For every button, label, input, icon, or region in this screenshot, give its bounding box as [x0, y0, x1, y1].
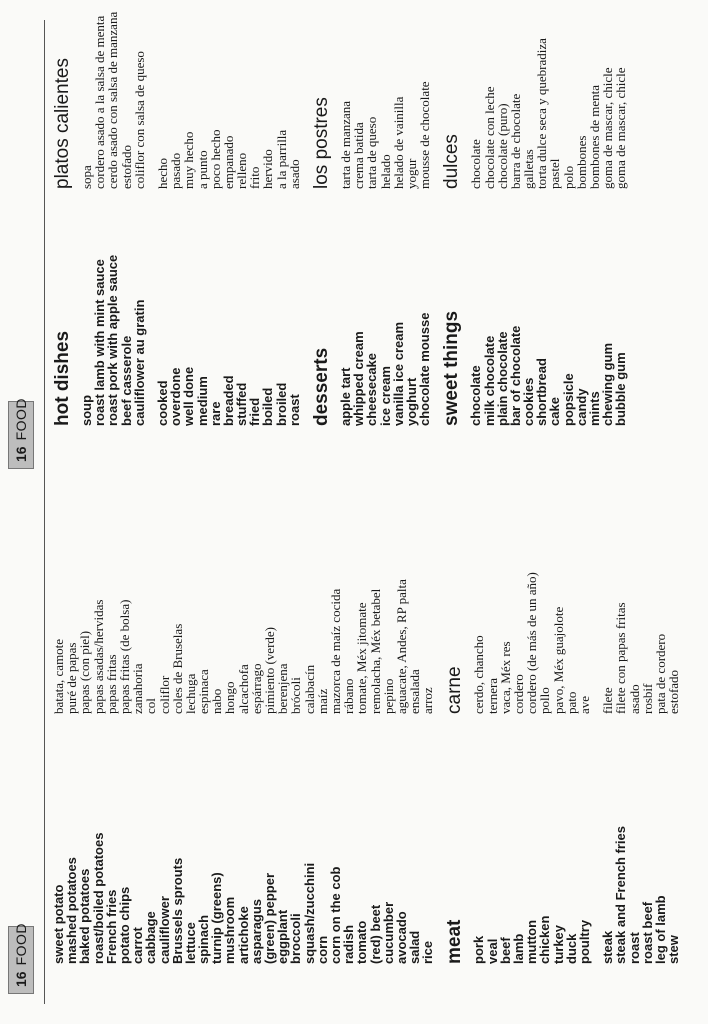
- hot-dish-english: soup: [79, 394, 94, 426]
- vegetable-term-spanish: pepino: [380, 678, 396, 714]
- sweet-spanish: galletas: [521, 149, 537, 189]
- cooking-term-spanish: muy hecho: [181, 131, 197, 189]
- vegetable-term-spanish: col: [143, 698, 159, 714]
- meat-term-spanish: vaca, Méx res: [497, 641, 513, 714]
- vegetable-term-english: artichoke: [235, 906, 251, 964]
- meat-dish-english: roast beef: [639, 901, 655, 964]
- vegetable-term-spanish: hongo: [222, 681, 238, 714]
- hot-dish-english: roast lamb with mint sauce: [92, 259, 108, 426]
- vegetable-term-spanish: batata, camote: [51, 638, 66, 714]
- vegetable-term-english: cauliflower: [156, 896, 172, 964]
- vegetable-term-english: corn: [314, 935, 330, 964]
- sweet-spanish: chocolate (puro): [494, 103, 510, 189]
- meat-term-english: chicken: [537, 915, 553, 964]
- cooking-term-spanish: empanado: [220, 135, 236, 189]
- meat-term-english: mutton: [524, 919, 540, 964]
- hot-dish-english: cauliflower au gratin: [131, 299, 147, 426]
- dessert-english: cheesecake: [364, 352, 380, 426]
- cooking-term-english: well done: [181, 366, 197, 426]
- cooking-term-english: boiled: [260, 387, 276, 426]
- cooking-term-spanish: frito: [247, 166, 263, 189]
- sweet-english: cookies: [521, 377, 537, 426]
- vegetable-term-spanish: maíz: [314, 688, 330, 714]
- dessert-english: ice cream: [377, 366, 393, 426]
- sweet-english: mints: [587, 391, 602, 426]
- meat-dishes-spanish-list: [601, 572, 680, 714]
- vegetable-term-spanish: papas asadas/hervidas: [90, 599, 106, 714]
- vegetable-term-spanish: lechuga: [182, 673, 198, 714]
- sweet-english: bubble gum: [613, 352, 629, 426]
- meat-spanish-list: [472, 572, 591, 714]
- meat-dish-english: steak and French fries: [613, 826, 629, 964]
- vegetable-term-spanish: alcachofa: [235, 664, 251, 714]
- hot-dish-spanish: sopa: [79, 165, 94, 189]
- meat-english-list: [472, 826, 591, 964]
- dessert-english: yoghurt: [403, 377, 419, 426]
- sweet-spanish: chocolate: [468, 139, 484, 189]
- vegetable-term-spanish: espárrago: [248, 663, 264, 714]
- sweet-spanish: goma de mascar, chicle: [600, 67, 616, 189]
- vegetable-term-spanish: brócoli: [288, 677, 304, 714]
- left-page-number: 16: [13, 971, 29, 987]
- vegetable-term-spanish: pimiento (verde): [262, 627, 277, 714]
- meat-term-english: pork: [471, 935, 487, 964]
- vegetable-term-english: lettuce: [182, 922, 198, 964]
- meat-dish-english: stew: [666, 935, 682, 964]
- meat-term-spanish: pavo, Méx guajolote: [550, 606, 566, 714]
- meat-term-spanish: pollo: [537, 687, 553, 714]
- vegetable-term-spanish: arroz: [420, 687, 436, 714]
- sweet-spanish: pastel: [547, 158, 563, 189]
- vegetable-term-spanish: rábano: [341, 678, 357, 714]
- hot-dishes-heading: hot dishes: [52, 330, 73, 426]
- vegetable-term-english: French fries: [103, 889, 119, 964]
- platos-calientes-heading: platos calientes: [52, 58, 73, 189]
- vegetable-term-english: asparagus: [248, 898, 264, 964]
- meat-term-spanish: cordero: [511, 674, 526, 714]
- cooking-term-spanish: poco hecho: [207, 129, 223, 189]
- vegetable-term-spanish: papas (con piel): [77, 630, 93, 714]
- vegetable-term-english: cucumber: [380, 901, 396, 964]
- vegetable-term-spanish: nabo: [209, 688, 225, 714]
- right-page-number: 16: [13, 446, 29, 462]
- vegetable-term-spanish: calabacín: [301, 664, 317, 714]
- vegetable-term-english: cabbage: [143, 911, 159, 964]
- cooking-term-spanish: hecho: [154, 157, 170, 189]
- vegetable-term-english: broccoli: [288, 913, 304, 964]
- dessert-spanish: tarta de queso: [364, 116, 380, 189]
- cooking-term-spanish: a la parrilla: [273, 129, 289, 189]
- cooking-term-spanish: relleno: [234, 152, 250, 189]
- vegetable-term-english: eggplant: [275, 909, 291, 964]
- dessert-spanish: helado de vainilla: [390, 96, 406, 189]
- hot-dish-spanish: estofado: [118, 144, 134, 189]
- right-spanish-column: [52, 12, 628, 189]
- meat-dish-english: leg of lamb: [652, 895, 668, 964]
- cooking-term-english: breaded: [220, 375, 236, 426]
- hot-dish-spanish: coliflor con salsa de queso: [131, 51, 147, 189]
- vegetable-term-spanish: zanahoria: [130, 663, 146, 714]
- vegetable-term-english: salad: [407, 930, 423, 964]
- meat-dish-english: roast: [626, 932, 642, 964]
- vegetable-term-spanish: aguacate, Andes, RP palta: [393, 579, 409, 714]
- hot-dishes-spanish-list: [80, 12, 146, 189]
- vegetable-term-spanish: tomate, Méx jitomate: [354, 602, 370, 714]
- meat-dish-spanish: filete: [600, 687, 616, 714]
- right-page-label: FOOD: [13, 397, 29, 441]
- vegetable-term-spanish: espinaca: [196, 669, 212, 714]
- vegetable-term-english: spinach: [196, 914, 212, 964]
- vegetable-term-english: mashed potatoes: [64, 857, 80, 964]
- left-spanish-column: [52, 572, 680, 714]
- vegetable-term-spanish: berenjena: [275, 663, 291, 714]
- sweet-spanish: bombones: [573, 135, 589, 189]
- dessert-spanish: mousse de chocolate: [417, 81, 433, 189]
- sweet-spanish: chocolate con leche: [481, 86, 497, 189]
- cooking-term-spanish: pasado: [168, 152, 184, 189]
- dessert-english: whipped cream: [351, 331, 367, 426]
- sweet-things-heading: sweet things: [441, 310, 463, 426]
- vegetable-term-english: turnip (greens): [209, 872, 225, 964]
- meat-term-spanish: ternera: [484, 677, 500, 714]
- cooking-term-english: overdone: [168, 367, 184, 426]
- vegetable-term-english: corn on the cob: [327, 866, 343, 964]
- hot-dish-english: roast pork with apple sauce: [105, 254, 121, 426]
- sweet-english: bar of chocolate: [507, 325, 523, 426]
- meat-term-english: beef: [497, 937, 513, 964]
- cooking-term-english: broiled: [273, 382, 289, 426]
- vegetable-term-english: baked potatoes: [77, 868, 93, 964]
- meat-term-spanish: cerdo, chancho: [471, 635, 487, 714]
- meat-term-spanish: pato: [563, 691, 579, 714]
- sweet-english: chocolate: [468, 365, 484, 426]
- vegetable-term-english: Brussels sprouts: [169, 857, 185, 964]
- meat-term-spanish: cordero (de más de un año): [524, 572, 540, 714]
- sweet-spanish: torta dulce seca y quebradiza: [534, 38, 550, 189]
- sweet-spanish: bombones de menta: [587, 85, 602, 189]
- cooking-term-spanish: a punto: [194, 150, 210, 189]
- cooking-term-english: stuffed: [234, 382, 250, 426]
- vegetable-term-spanish: mazorca de maíz cocida: [327, 588, 343, 714]
- vegetable-term-english: tomato: [354, 920, 370, 964]
- sweet-spanish: barra de chocolate: [507, 93, 523, 189]
- vegetable-term-spanish: ensalada: [407, 669, 423, 714]
- vegetable-term-english: mushroom: [222, 896, 238, 964]
- meat-heading: meat: [444, 919, 466, 964]
- dulces-heading: dulces: [441, 134, 463, 189]
- sweet-english: milk chocolate: [481, 335, 497, 426]
- sweets-spanish-list: [469, 12, 627, 189]
- dessert-spanish: tarta de manzana: [338, 100, 353, 189]
- vegetable-term-spanish: coles de Bruselas: [169, 623, 185, 714]
- vegetable-term-english: radish: [341, 924, 357, 964]
- meat-term-english: duck: [563, 933, 579, 964]
- vegetable-term-english: sweet potato: [51, 884, 66, 964]
- sweet-english: popsicle: [560, 373, 576, 426]
- los-postres-heading: los postres: [311, 97, 332, 189]
- meat-dish-spanish: estofado: [666, 669, 682, 714]
- meat-dish-english: steak: [600, 930, 616, 964]
- vegetable-spanish-list: [52, 572, 434, 714]
- cooking-term-spanish: hervido: [260, 149, 276, 189]
- vegetable-term-spanish: papas fritas (de bolsa): [116, 599, 132, 714]
- dessert-english: chocolate mousse: [417, 312, 433, 426]
- vegetable-term-english: (green) pepper: [262, 872, 277, 964]
- meat-dish-spanish: asado: [626, 684, 642, 714]
- right-page-badge: [8, 397, 34, 469]
- meat-dish-spanish: pata de cordero: [652, 633, 668, 714]
- cooking-term-english: rare: [207, 401, 223, 426]
- cooking-term-english: cooked: [154, 380, 170, 426]
- sweet-english: shortbread: [534, 358, 550, 426]
- desserts-english-list: [339, 255, 431, 426]
- sweet-english: candy: [573, 388, 589, 426]
- hot-dish-english: beef casserole: [118, 335, 134, 426]
- left-english-column: [52, 826, 680, 964]
- meat-dish-spanish: filete con papas fritas: [613, 602, 629, 714]
- vegetable-term-spanish: coliflor: [156, 675, 172, 714]
- cooking-term-spanish: asado: [286, 159, 302, 189]
- desserts-spanish-list: [339, 12, 431, 189]
- cooking-spanish-list: [156, 12, 301, 189]
- dessert-spanish: helado: [377, 154, 393, 189]
- vegetable-term-english: roast/boiled potatoes: [90, 832, 106, 964]
- meat-term-english: lamb: [511, 933, 526, 964]
- meat-dishes-english-list: [601, 826, 680, 964]
- hot-dish-spanish: cordero asado a la salsa de menta: [92, 15, 108, 189]
- sweet-english: chewing gum: [600, 342, 616, 426]
- vegetable-term-english: carrot: [130, 927, 146, 964]
- page-top-rule: [44, 20, 45, 1004]
- dessert-english: apple tart: [338, 367, 353, 426]
- hot-dish-spanish: cerdo asado con salsa de manzana: [105, 11, 121, 189]
- vegetable-term-english: rice: [420, 940, 436, 964]
- meat-term-english: turkey: [550, 924, 566, 964]
- cooking-term-english: fried: [247, 397, 263, 426]
- sweet-english: cake: [547, 397, 563, 426]
- left-page-label: FOOD: [13, 922, 29, 966]
- desserts-heading: desserts: [311, 347, 332, 426]
- sweets-english-list: [469, 255, 627, 426]
- cooking-term-english: roast: [286, 394, 302, 426]
- vegetable-term-spanish: papas fritas: [103, 654, 119, 714]
- vegetable-term-spanish: puré de papas: [64, 642, 80, 714]
- sweet-english: plain chocolate: [494, 331, 510, 426]
- left-page-badge: [8, 922, 34, 994]
- sweet-spanish: polo: [560, 165, 576, 189]
- cooking-term-english: medium: [194, 376, 210, 426]
- dessert-spanish: crema batida: [351, 122, 367, 189]
- vegetable-term-spanish: remolacha, Méx betabel: [367, 588, 383, 714]
- vegetable-english-list: [52, 826, 434, 964]
- meat-dish-spanish: rosbif: [639, 683, 655, 714]
- vegetable-term-english: (red) beet: [367, 904, 383, 964]
- cooking-english-list: [156, 255, 301, 426]
- dessert-spanish: yogur: [403, 158, 419, 189]
- vegetable-term-english: squash/zucchini: [301, 862, 317, 964]
- meat-term-english: poultry: [576, 919, 592, 964]
- dessert-english: vanilla ice cream: [390, 321, 406, 426]
- sweet-spanish: goma de mascar, chicle: [613, 67, 629, 189]
- meat-term-spanish: ave: [576, 695, 592, 714]
- hot-dishes-english-list: [80, 255, 146, 426]
- vegetable-term-english: avocado: [393, 911, 409, 964]
- right-english-column: [52, 255, 628, 426]
- vegetable-term-english: potato chips: [116, 886, 132, 964]
- meat-term-english: veal: [484, 938, 500, 964]
- carne-heading: carne: [444, 666, 466, 714]
